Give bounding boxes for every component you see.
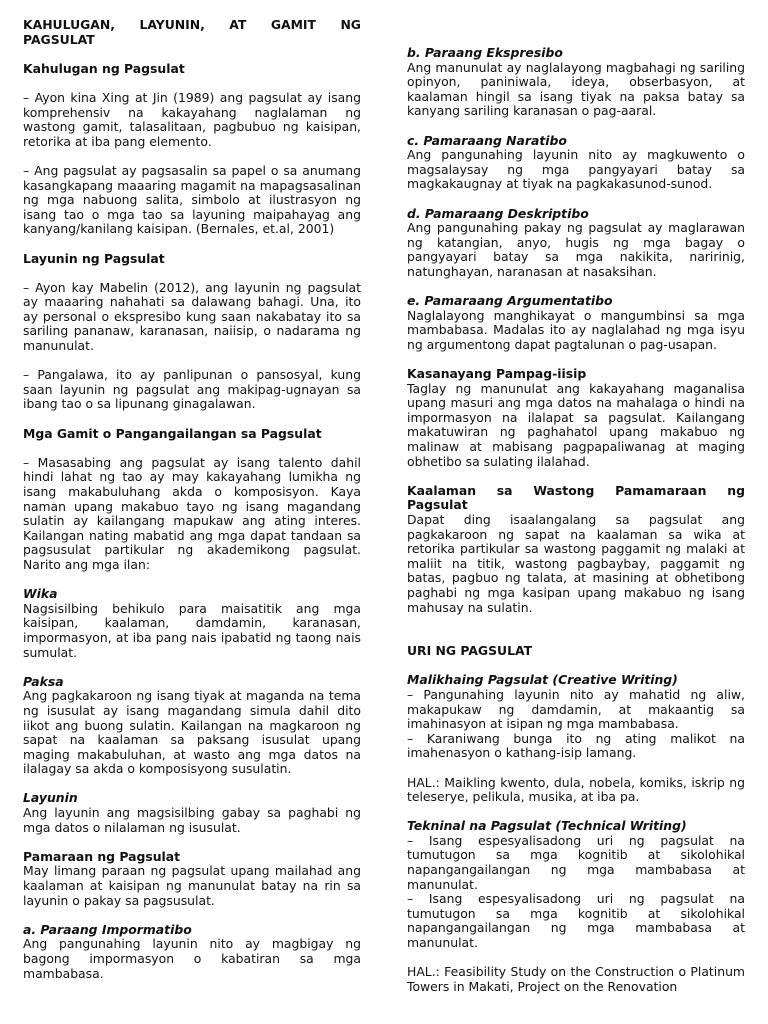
document-title (23, 18, 361, 47)
ekspresibo-heading: b. Paraang Ekspresibo (407, 45, 563, 60)
heading-word: Kaalaman (407, 482, 477, 498)
kahulugan-heading: Kahulugan ng Pagsulat (23, 60, 185, 76)
layunin-paragraph-2: – Pangalawa, ito ay panlipunan o pansosyal, kung saan layunin ng pagsulat ang makipag-ugnayan sa ibang tao o sa lipunang ginagalawan. (23, 367, 361, 412)
right-column (407, 46, 745, 994)
layunin-paragraph-1: – Ayon kay Mabelin (2012), ang layunin ng pagsulat ay maaaring nahahati sa dalawang bahagi. Una, ito ay personal o ekspresibo kung saan nakabatay ito sa sariling pananaw, karanasan, naiisip, o nadarama ng manunulat. (23, 279, 361, 354)
teknikal-heading: Tekninal na Pagsulat (Technical Writing) (407, 818, 687, 834)
ekspresibo-paragraph: Ang manunulat ay naglalayong magbahagi ng sariling opinyon, paniniwala, ideya, obserbasyon, at kaalaman hingil sa isang tiyak na paksa batay sa kanyang sariling karanasan o pag-aaral. (407, 59, 745, 119)
teknikal-paragraph-2: – Isang espesyalisadong uri ng pagsulat na tumutugon sa mga kognitib at sikolohikal napangangailangan ng mga mambabasa at manunulat. (407, 891, 745, 951)
teknikal-examples: HAL.: Feasibility Study on the Construction o Platinum Towers in Makati, Project on the Renovation (407, 964, 745, 994)
malikhain-paragraph-2: – Karaniwang bunga ito ng ating malikot na imahenasyon o kathang-isip lamang. (407, 730, 745, 761)
argumentatibo-paragraph: Naglalayong manghikayat o mangumbinsi sa mga mambabasa. Madalas ito ay naglalahad ng mga isyu ng argumentong dapat pagtalunan o pag-usapan. (407, 307, 745, 352)
heading-word: ng (727, 482, 745, 498)
wika-paragraph: Nagsisilbing behikulo para maisatitik ang mga kaisipan, kaalaman, damdamin, karanasan, impormasyon, at iba pang nais ipabatid ng taong nais sumulat. (23, 600, 361, 660)
deskriptibo-heading: d. Pamaraang Deskriptibo (407, 205, 589, 221)
kasanayan-paragraph: Taglay ng manunulat ang kakayahang maganalisa upang masuri ang mga datos na mahalaga o hindi na impormasyon na ilalapat sa pagsulat. Kailangang makatuwiran ng paghahatol upang makabuo ng malinaw at mabisang pagpapaliwanag at maging obhetibo sa sulating ilalahad. (407, 380, 745, 469)
layunin-heading: Layunin ng Pagsulat (23, 250, 165, 266)
title-word: NG (340, 17, 361, 32)
impormatibo-paragraph: Ang pangunahing layunin nito ay magbigay ng bagong impormasyon o kabatiran sa mga mambabasa. (23, 936, 361, 981)
wika-heading: Wika (23, 586, 58, 602)
teknikal-paragraph-1: – Isang espesyalisadong uri ng pagsulat na tumutugon sa mga kognitib at sikolohikal napangangailangan ng mga mambabasa at manunulat. (407, 832, 745, 892)
heading-word: Pamamaraan (615, 482, 707, 498)
gamit-paragraph: – Masasabing ang pagsulat ay isang talento dahil hindi lahat ng tao ay may kakayahang lumikha ng isang makabuluhang akda o komposisyon. Kaya naman upang makabuo tayo ng isang magandang sulatin ay kailangang mapukaw ang ating interes. Kailangan nating mabatid ang mga dapat tandaan sa pagsusulat partikular ng akademikong pagsulat. Narito ang mga ilan: (23, 454, 361, 572)
heading-word: Wastong (533, 482, 595, 498)
left-column (23, 18, 361, 981)
pamaraan-paragraph: May limang paraan ng pagsulat upang mailahad ang kaalaman at kaisipan ng manunulat batay na rin sa layunin o pakay sa pagsusulat. (23, 863, 361, 908)
kasanayan-heading: Kasanayang Pampag-iisip (407, 366, 587, 382)
kaalaman-heading-line-2: Pagsulat (407, 497, 468, 513)
kahulugan-paragraph-2: – Ang pagsulat ay pagsasalin sa papel o sa anumang kasangkapang maaaring magamit na mapagsasalinan ng mga nabuong salita, simbolo at ilustrasyon ng isang tao o mga tao sa layuning maipahayag ang kanyang/kanilang kaisipan. (Bernales, et.al, 2001) (23, 162, 361, 237)
argumentatibo-heading: e. Pamaraang Argumentatibo (407, 293, 613, 309)
kaalaman-heading (407, 484, 745, 513)
malikhain-paragraph-1: – Pangunahing layunin nito ay mahatid ng aliw, makapukaw ng damdamin, at makaantig sa imahinasyon at isipan ng mga mambabasa. (407, 686, 745, 732)
deskriptibo-paragraph: Ang pangunahing pakay ng pagsulat ay maglarawan ng katangian, anyo, hugis ng mga bagay o pangyayari batay sa mga nakikita, naririnig, natunghayan, naranasan at nasaksihan. (407, 220, 745, 279)
paksa-heading: Paksa (23, 673, 64, 689)
title-word: LAYUNIN, (139, 17, 205, 32)
gamit-heading: Mga Gamit o Pangangailangan sa Pagsulat (23, 425, 322, 441)
title-word: KAHULUGAN, (23, 17, 115, 32)
malikhain-examples: HAL.: Maikling kwento, dula, nobela, komiks, iskrip ng teleserye, pelikula, musika, at iba pa. (407, 774, 745, 805)
kaalaman-heading-line-1 (407, 484, 745, 499)
naratibo-heading: c. Pamaraang Naratibo (407, 132, 567, 148)
impormatibo-heading: a. Paraang Impormatibo (23, 921, 192, 937)
kaalaman-paragraph: Dapat ding isaalangalang sa pagsulat ang pagkakaroon ng sapat na kaalaman sa wika at retorika partikular sa wastong paggamit ng malaki at maliit na titik, wastong pagbaybay, paggamit ng batas, pagbuo ng talata, at masining at obhetibong paghabi ng mga kasipan upang makabuo ng isang mahusay na sulatin. (407, 512, 745, 615)
layunin-sub-paragraph: Ang layunin ang magsisilbing gabay sa paghabi ng mga datos o nilalaman ng isusulat. (23, 805, 361, 835)
malikhain-heading: Malikhaing Pagsulat (Creative Writing) (407, 672, 678, 688)
uri-heading: URI NG PAGSULAT (407, 643, 533, 659)
title-line-2: PAGSULAT (23, 31, 95, 47)
title-line-1 (23, 18, 361, 33)
pamaraan-heading: Pamaraan ng Pagsulat (23, 848, 181, 864)
layunin-sub-heading: Layunin (23, 790, 78, 806)
naratibo-paragraph: Ang pangunahing layunin nito ay magkuwento o magsalaysay ng mga pangyayari batay sa magkakaugnay at tiyak na pagkakasunod-sunod. (407, 147, 745, 192)
title-word: GAMIT (270, 17, 316, 32)
kahulugan-paragraph-1: – Ayon kina Xing at Jin (1989) ang pagsulat ay isang komprehensiv na kakayahang naglalaman ng wastong gamit, talasalitaan, pagbubuo ng kaisipan, retorika at iba pang elemento. (23, 89, 361, 149)
heading-word: sa (496, 482, 513, 498)
paksa-paragraph: Ang pagkakaroon ng isang tiyak at maganda na tema ng isusulat ay isang magandang simula dahil dito iikot ang buong sulatin. Kailangan na magkaroon ng sapat na kaalaman sa paksang isusulat upang maging makabuluhan, at wasto ang mga datos na ilalagay sa akda o komposisyong susulatin. (23, 688, 361, 777)
title-word: AT (229, 17, 247, 32)
